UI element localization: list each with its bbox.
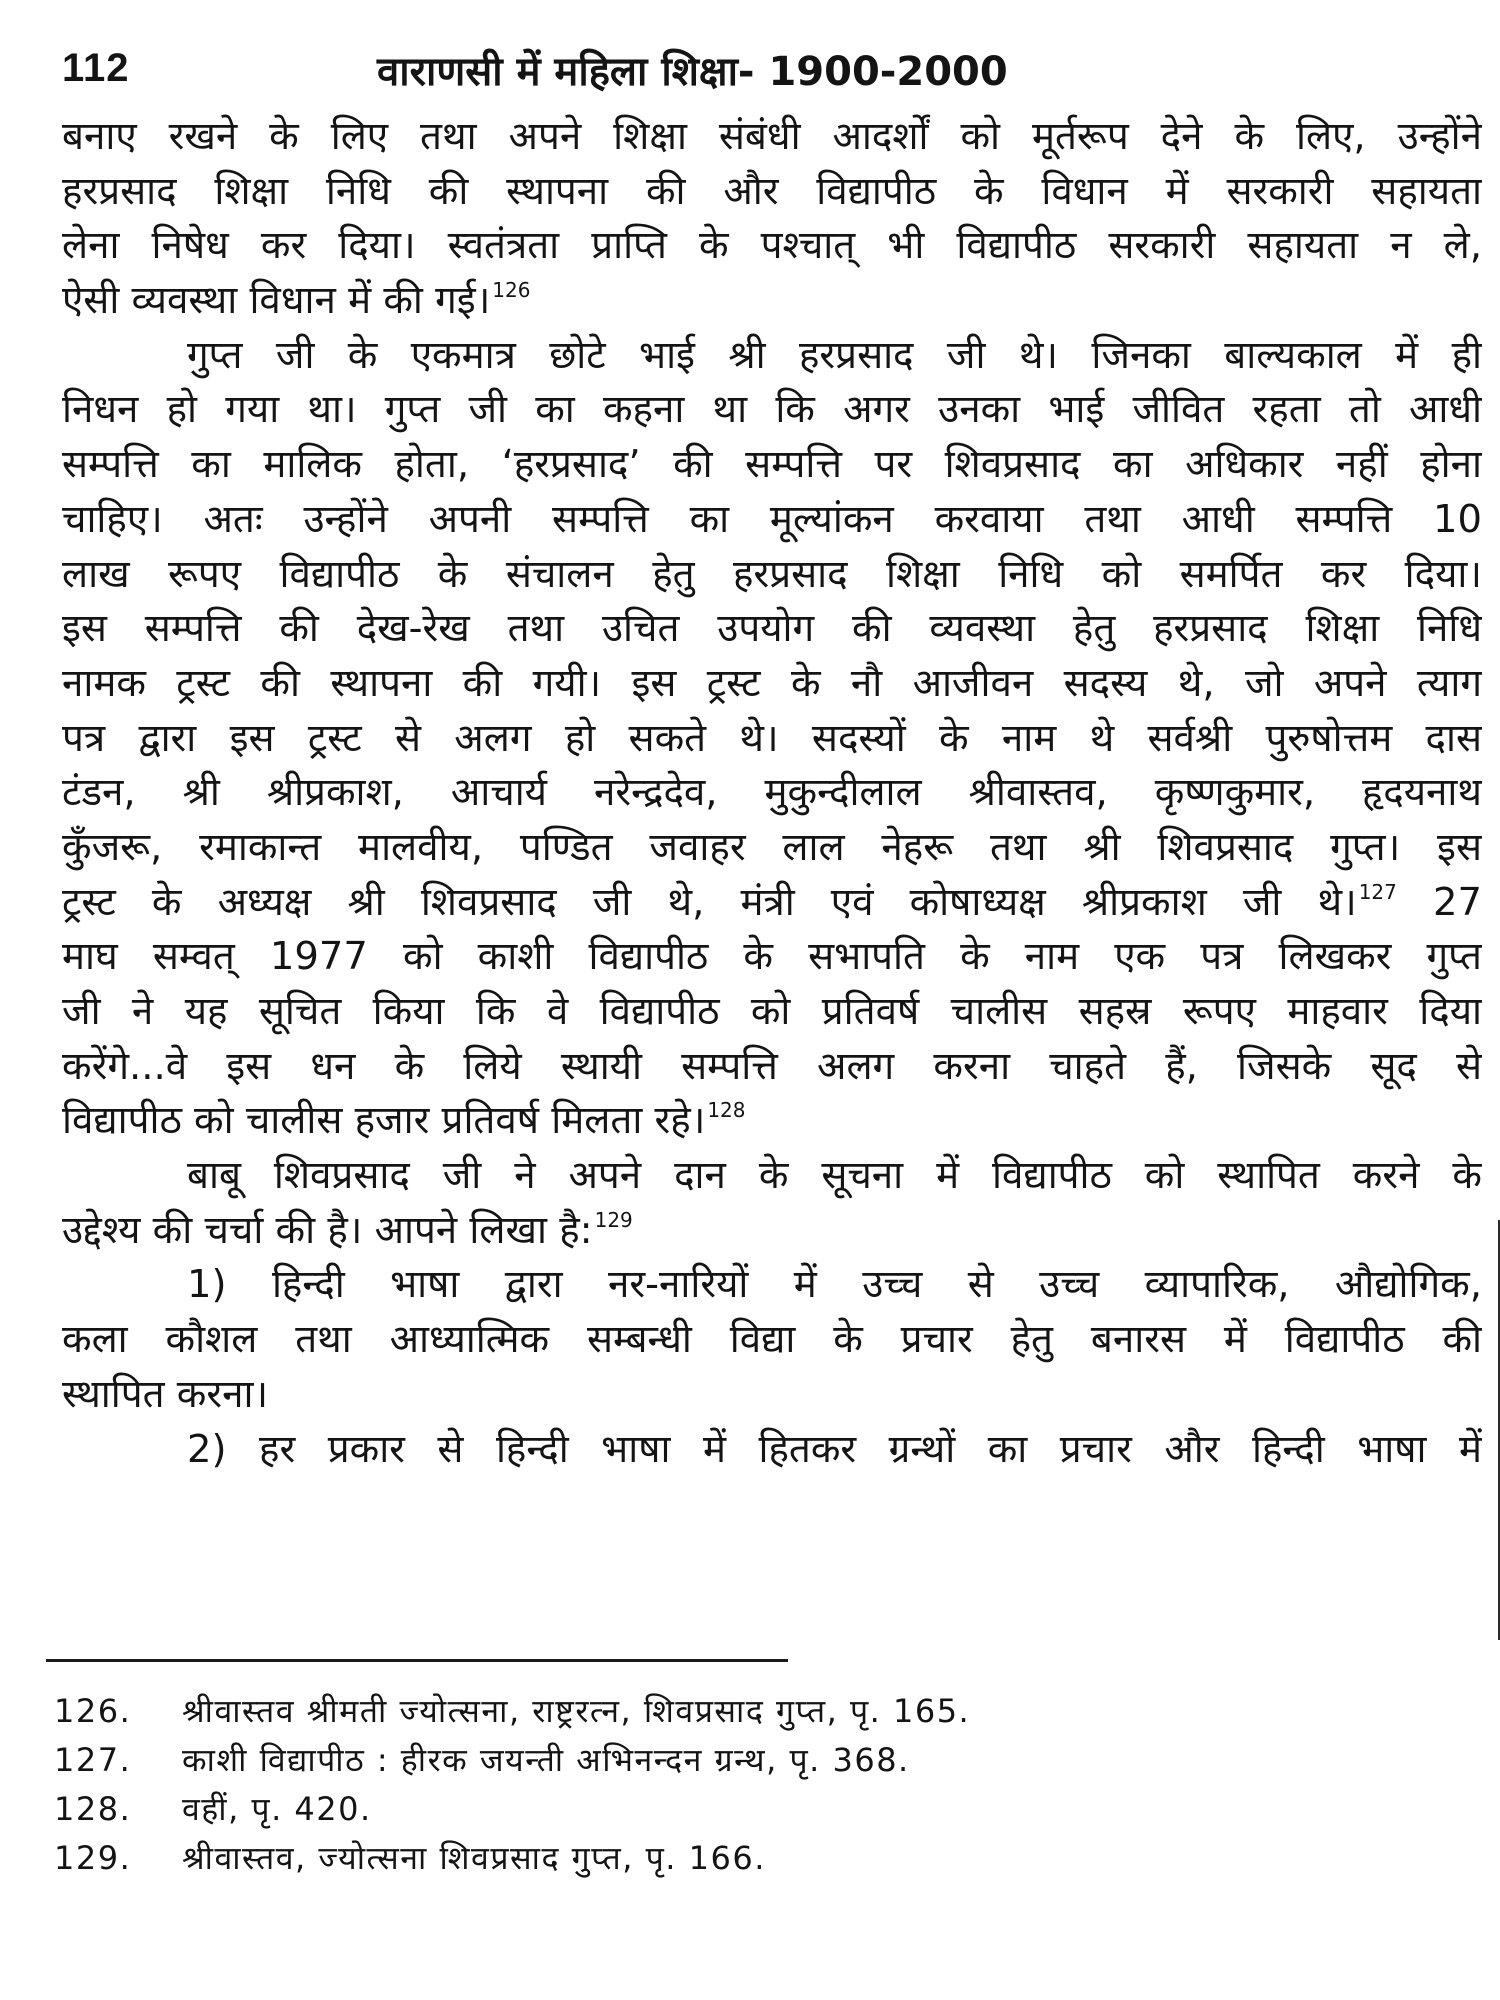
footnote-number: 129.	[54, 1839, 132, 1877]
footnote	[54, 1736, 1454, 1785]
text-line: करेंगे...वे इस धन के लिये स्थायी सम्पत्ति अलग करना चाहते हैं, जिसके सूद से	[62, 1043, 1482, 1089]
footnote-text: वहीं, पृ. 420.	[182, 1790, 372, 1828]
text-line: माघ सम्वत् 1977 को काशी विद्यापीठ के सभापति के नाम एक पत्र लिखकर गुप्त	[62, 934, 1482, 980]
list-item-line: 1) हिन्दी भाषा द्वारा नर-नारियों में उच्च से उच्च व्यापारिक, औद्योगिक,	[187, 1262, 1482, 1308]
text-line	[62, 1204, 1482, 1259]
footnote-ref: 127	[1358, 879, 1397, 904]
text-line: सम्पत्ति का मालिक होता, ‘हरप्रसाद’ की सम्पत्ति पर शिवप्रसाद का अधिकार नहीं होना	[62, 442, 1482, 488]
text-line: नामक ट्रस्ट की स्थापना की गयी। इस ट्रस्ट के नौ आजीवन सदस्य थे, जो अपने त्याग	[62, 660, 1482, 706]
footnote-text: श्रीवास्तव श्रीमती ज्योत्सना, राष्ट्ररत्न, शिवप्रसाद गुप्त, पृ. 165.	[182, 1692, 971, 1730]
text-line: बनाए रखने के लिए तथा अपने शिक्षा संबंधी आदर्शों को मूर्तरूप देने के लिए, उन्होंने	[62, 114, 1482, 159]
footnote-ref: 128	[707, 1098, 746, 1123]
text-line: कुँजरू, रमाकान्त मालवीय, पण्डित जवाहर लाल नेहरू तथा श्री शिवप्रसाद गुप्त। इस	[62, 824, 1482, 870]
text-line: लाख रूपए विद्यापीठ के संचालन हेतु हरप्रसाद शिक्षा निधि को समर्पित कर दिया।	[62, 551, 1482, 597]
text-line: टंडन, श्री श्रीप्रकाश, आचार्य नरेन्द्रदेव, मुकुन्दीलाल श्रीवास्तव, कृष्णकुमार, हृदयनाथ	[62, 770, 1482, 816]
footnote-text: काशी विद्यापीठ : हीरक जयन्ती अभिनन्दन ग्रन्थ, पृ. 368.	[182, 1741, 910, 1779]
line-text: विद्यापीठ को चालीस हजार प्रतिवर्ष मिलता रहे।	[62, 1098, 706, 1144]
footnote-divider	[46, 1659, 788, 1662]
text-line: जी ने यह सूचित किया कि वे विद्यापीठ को प्रतिवर्ष चालीस सहस्र रूपए माहवार दिया	[62, 989, 1482, 1034]
text-line	[62, 1094, 1482, 1149]
text-line	[62, 876, 1482, 931]
page-header	[62, 42, 1482, 102]
footnote-ref: 126	[492, 278, 531, 303]
page-number: 112	[62, 46, 130, 90]
footnote-ref: 129	[594, 1207, 633, 1232]
footnote-text: श्रीवास्तव, ज्योत्सना शिवप्रसाद गुप्त, पृ. 166.	[182, 1839, 766, 1877]
footnotes	[54, 1687, 1454, 1883]
line-text: ऐसी व्यवस्था विधान में की गई।	[62, 278, 491, 324]
footnote-number: 126.	[54, 1692, 132, 1730]
line-text: ट्रस्ट के अध्यक्ष श्री शिवप्रसाद जी थे, मंत्री एवं कोषाध्यक्ष श्रीप्रकाश जी थे।	[62, 879, 1357, 925]
text-line: हरप्रसाद शिक्षा निधि की स्थापना की और विद्यापीठ के विधान में सरकारी सहायता	[62, 168, 1482, 214]
text-line: गुप्त जी के एकमात्र छोटे भाई श्री हरप्रसाद जी थे। जिनका बाल्यकाल में ही	[187, 332, 1482, 378]
footnote-number: 128.	[54, 1790, 132, 1828]
text-line: इस सम्पत्ति की देख-रेख तथा उचित उपयोग की व्यवस्था हेतु हरप्रसाद शिक्षा निधि	[62, 606, 1482, 652]
list-item-line: स्थापित करना।	[62, 1371, 269, 1417]
body-text	[62, 110, 1482, 1477]
text-line: पत्र द्वारा इस ट्रस्ट से अलग हो सकते थे। सदस्यों के नाम थे सर्वश्री पुरुषोत्तम दास	[62, 715, 1482, 761]
text-line: लेना निषेध कर दिया। स्वतंत्रता प्राप्ति के पश्चात् भी विद्यापीठ सरकारी सहायता न ले,	[62, 223, 1482, 269]
footnote	[54, 1785, 1454, 1834]
text-line: बाबू शिवप्रसाद जी ने अपने दान के सूचना में विद्यापीठ को स्थापित करने के	[187, 1153, 1482, 1199]
footnote	[54, 1687, 1454, 1736]
list-item-line: कला कौशल तथा आध्यात्मिक सम्बन्धी विद्या के प्रचार हेतु बनारस में विद्यापीठ की	[62, 1317, 1482, 1363]
text-line: निधन हो गया था। गुप्त जी का कहना था कि अगर उनका भाई जीवित रहता तो आधी	[62, 387, 1482, 433]
list-item-line: 2) हर प्रकार से हिन्दी भाषा में हितकर ग्रन्थों का प्रचार और हिन्दी भाषा में	[187, 1426, 1482, 1472]
footnote-number: 127.	[54, 1741, 132, 1779]
line-text: 27	[1396, 879, 1482, 925]
line-text: उद्देश्य की चर्चा की है। आपने लिखा है:	[62, 1207, 593, 1253]
text-line: चाहिए। अतः उन्होंने अपनी सम्पत्ति का मूल्यांकन करवाया तथा आधी सम्पत्ति 10	[62, 496, 1482, 542]
footnote	[54, 1834, 1454, 1883]
running-title: वाराणसी में महिला शिक्षा- 1900-2000	[377, 49, 1008, 95]
text-line	[62, 274, 1482, 329]
